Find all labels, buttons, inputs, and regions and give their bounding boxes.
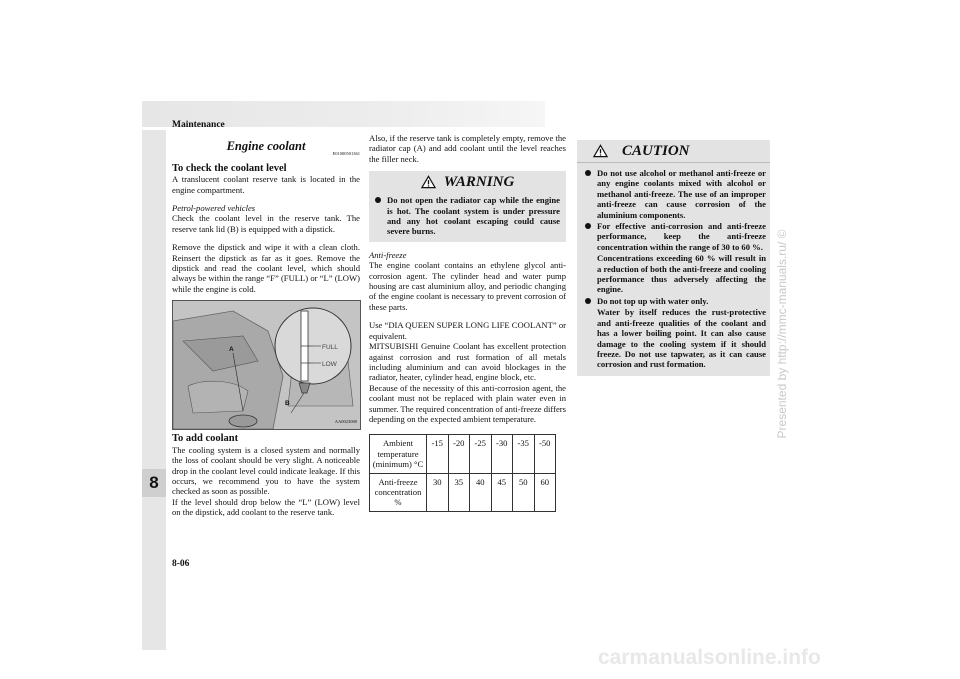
bullet-icon bbox=[585, 223, 591, 229]
check-heading: To check the coolant level bbox=[172, 162, 287, 174]
use-paragraph: Use “DIA QUEEN SUPER LONG LIFE COOLANT” or equivalent. bbox=[369, 320, 566, 341]
watermark: carmanualsonline.info bbox=[598, 646, 821, 669]
add-paragraph-2: If the level should drop below the “L” (LOW) level on the dipstick, add coolant to the reserve tank. bbox=[172, 496, 360, 518]
concentration-table bbox=[369, 434, 556, 511]
mitsubishi-paragraph: MITSUBISHI Genuine Coolant has excellent protection against corrosion and rust formation of all metals including aluminium and can avoid blockages in the radiator, heater, cylinder head, engine block, etc. bbox=[369, 341, 566, 383]
table-cell: -50 bbox=[534, 435, 556, 473]
warning-icon bbox=[421, 175, 436, 189]
table-header-temperature: Ambient temperature (minimum) °C bbox=[370, 435, 427, 473]
table-cell: 35 bbox=[448, 473, 470, 511]
antifreeze-paragraph: The engine coolant contains an ethylene glycol anti-corrosion agent. The cylinder head and water pump housing are cast aluminium alloy, and periodic changing of the engine coolant is necessary to prevent corrosion of these parts. bbox=[369, 260, 566, 312]
label-a: A bbox=[229, 346, 234, 354]
table-cell: 45 bbox=[491, 473, 513, 511]
caution-item: For effective anti-corrosion and anti-freeze performance, keep the anti-freeze concentration within the range of 30 to 60 %. bbox=[585, 220, 766, 252]
warning-item: Do not open the radiator cap while the engine is hot. The coolant system is under pressure and any hot coolant escaping could cause severe burns. bbox=[369, 193, 566, 237]
bullet-icon bbox=[585, 298, 591, 304]
side-credit: Presented by http://mmc-manuals.ru/ © bbox=[775, 229, 789, 439]
table-cell: -25 bbox=[470, 435, 492, 473]
table-cell: -30 bbox=[491, 435, 513, 473]
bullet-icon bbox=[375, 197, 381, 203]
empty-tank-paragraph: Also, if the reserve tank is completely empty, remove the radiator cap (A) and add coolant until the level reaches the filler neck. bbox=[369, 133, 566, 164]
figure-code: AA0023080 bbox=[334, 418, 357, 424]
add-paragraph-1: The cooling system is a closed system and normally the loss of coolant should be very slight. A noticeable drop in the coolant level could indicate leakage. If this occurs, we recommend you to have the system checked as soon as possible. bbox=[172, 444, 360, 497]
engine-illustration bbox=[173, 301, 360, 429]
petrol-heading: Petrol-powered vehicles bbox=[172, 203, 256, 214]
petrol-paragraph: Check the coolant level in the reserve tank. The reserve tank lid (B) is equipped with a dipstick. bbox=[172, 213, 360, 234]
table-cell: 30 bbox=[427, 473, 449, 511]
add-heading: To add coolant bbox=[172, 433, 239, 445]
table-cell: -35 bbox=[513, 435, 535, 473]
right-column bbox=[577, 140, 770, 376]
table-cell: -20 bbox=[448, 435, 470, 473]
caution-item-continued: Concentrations exceeding 60 % will result in a reduction of both the anti-freeze and cooling performance thus adversely affecting the engine. bbox=[597, 253, 766, 295]
caution-icon bbox=[593, 144, 608, 158]
antifreeze-heading: Anti-freeze bbox=[369, 249, 407, 260]
chapter-tab: 8 bbox=[142, 469, 166, 497]
table-row bbox=[370, 473, 556, 511]
warning-title: WARNING bbox=[443, 174, 515, 191]
table-cell: 50 bbox=[513, 473, 535, 511]
caution-item: Do not top up with water only. bbox=[585, 295, 766, 306]
left-column bbox=[172, 141, 360, 518]
caution-item-continued: Water by itself reduces the rust-protective and anti-freeze qualities of the coolant and has a lower boiling point. It can also cause damage to the cooling system if it should freeze. Do not use tapwater, as it can cause corrosion and rust formation. bbox=[597, 307, 766, 370]
page-number: 8-06 bbox=[172, 559, 190, 569]
because-paragraph: Because of the necessity of this anti-corrosion agent, the coolant must not be replaced with plain water even in summer. The required concentration of anti-freeze differs depending on the expected ambient temperature. bbox=[369, 382, 567, 424]
bullet-icon bbox=[585, 170, 591, 176]
warning-box bbox=[369, 171, 566, 242]
caution-title: CAUTION bbox=[622, 142, 690, 159]
caution-item: Do not use alcohol or methanol anti-freeze or any engine coolants mixed with alcohol or methanol anti-freeze. The use of an improper anti-freeze can cause corrosion of the aluminium components. bbox=[585, 167, 766, 220]
caution-box bbox=[577, 140, 770, 376]
section-title: Maintenance bbox=[172, 120, 225, 130]
chapter-sidebar bbox=[142, 130, 166, 650]
title-code: E01000501361 bbox=[332, 151, 360, 157]
table-cell: 40 bbox=[470, 473, 492, 511]
middle-column bbox=[369, 133, 566, 512]
table-header-concentration: Anti-freeze concentration % bbox=[370, 473, 427, 511]
table-row bbox=[370, 435, 556, 473]
dipstick-paragraph: Remove the dipstick and wipe it with a clean cloth. Reinsert the dipstick as far as it goes. Remove the dipstick and read the coolant level, which should always be within the range “F” (FULL) or “L” (LOW) while the engine is cold. bbox=[172, 242, 360, 294]
table-cell: -15 bbox=[427, 435, 449, 473]
full-label: FULL bbox=[322, 344, 338, 352]
reserve-tank-figure bbox=[172, 300, 361, 430]
low-label: LOW bbox=[322, 361, 337, 369]
label-b: B bbox=[285, 400, 290, 408]
page-title: Engine coolant bbox=[226, 139, 306, 153]
check-paragraph: A translucent coolant reserve tank is located in the engine compartment. bbox=[172, 174, 360, 195]
table-cell: 60 bbox=[534, 473, 556, 511]
